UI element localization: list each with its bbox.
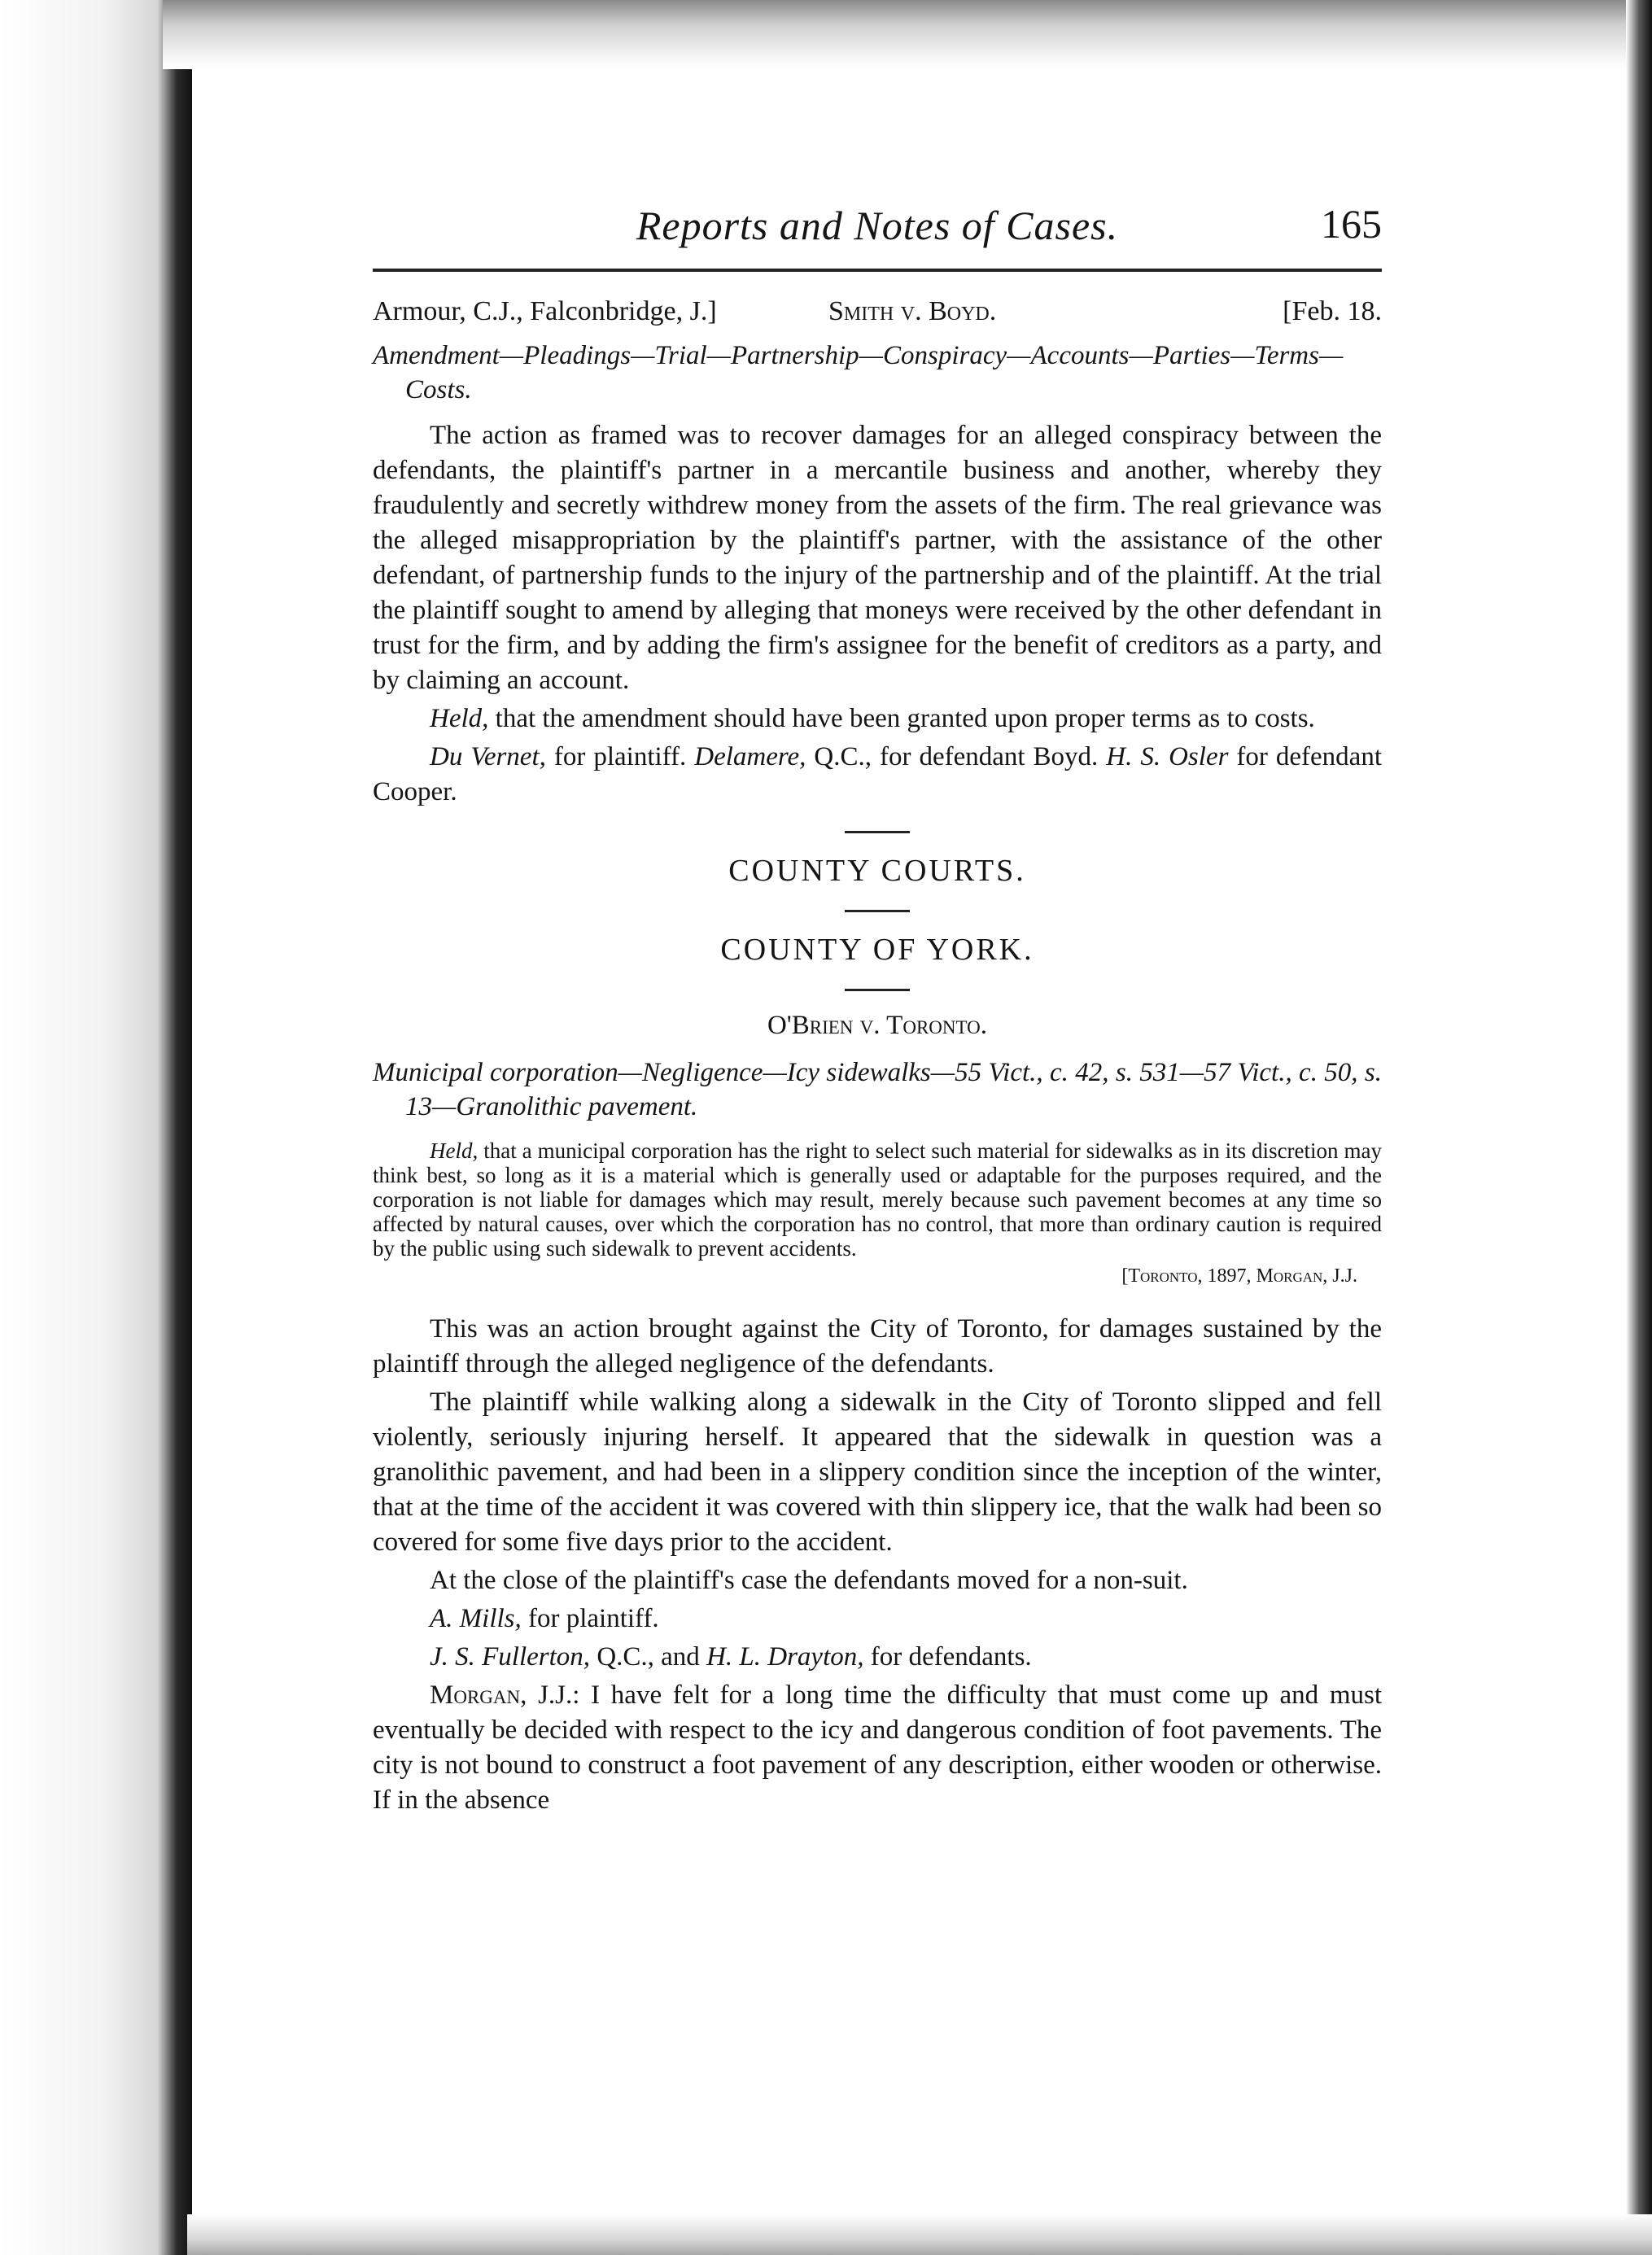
case-2-paragraph: This was an action brought against the City of Toronto, for damages sustained by the plaintiff through the alleged negligence of the defendants. xyxy=(373,1314,1382,1379)
judgment-text: : I have felt for a long time the difficulty that must come up and must eventually be decided with respect to the icy and dangerous condition of foot pavements. The city is not bound to construct a foot pavement of any description, either wooden or otherwise. If in the absence xyxy=(373,1680,1383,1815)
counsel-name: H. L. Drayton, xyxy=(706,1642,864,1672)
section-rule xyxy=(845,989,910,991)
case-2-counsel xyxy=(373,1602,1382,1637)
counsel-name: J. S. Fullerton, xyxy=(430,1642,591,1672)
county-courts-heading: COUNTY COURTS. xyxy=(728,854,1026,888)
counsel-role: for defendant Cooper. xyxy=(373,742,1382,806)
section-rule xyxy=(845,910,910,912)
case-1-headnote: Amendment—Pleadings—Trial—Partnership—Conspiracy—Accounts—Parties—Terms—Costs. xyxy=(373,341,1344,404)
section-rule xyxy=(845,831,910,833)
counsel-role: Q.C., and xyxy=(590,1642,707,1672)
header-rule xyxy=(373,269,1382,272)
case-2-counsel xyxy=(373,1640,1382,1675)
scan-top-edge xyxy=(163,0,1652,69)
counsel-name: H. S. Osler xyxy=(1106,742,1229,771)
held-label: Held, xyxy=(430,704,489,733)
case-1-date: [Feb. 18. xyxy=(1283,296,1382,326)
case-2-citation: [Toronto, 1897, Morgan, J.J. xyxy=(1121,1265,1357,1287)
running-title: Reports and Notes of Cases. xyxy=(636,203,1119,248)
case-2-paragraph: The plaintiff while walking along a sidewalk in the City of Toronto slipped and fell violently, seriously injuring herself. It appeared that the sidewalk in question was a granolithic pavement, and had been in a slippery condition since the inception of the winter, that at the time of the accident it was covered with thin slippery ice, that the walk had been so covered for some five days prior to the accident. xyxy=(373,1388,1382,1557)
county-of-york-heading: COUNTY OF YORK. xyxy=(720,933,1034,967)
scan-left-edge xyxy=(0,0,192,2255)
counsel-role: for defendants. xyxy=(863,1642,1032,1672)
case-1-paragraph: The action as framed was to recover damages for an alleged conspiracy between the defendants, the plaintiff's partner in a mercantile business and another, whereby they fraudulently and secretly withdrew money from the assets of the firm. The real grievance was the alleged misappropriation by the plaintiff's partner, with the assistance of the other defendant, of partnership funds to the injury of the partnership and of the plaintiff. At the trial the plaintiff sought to amend by alleging that moneys were received by the other defendant in trust for the firm, and by adding the firm's assignee for the benefit of creditors as a party, and by claiming an account. xyxy=(373,421,1382,695)
counsel-role: Q.C., for defendant Boyd. xyxy=(806,742,1107,771)
page-number: 165 xyxy=(1321,201,1382,247)
case-2-headnote: Municipal corporation—Negligence—Icy sidewalks—55 Vict., c. 42, s. 531—57 Vict., c. 50, s. 13—Granolithic pavement. xyxy=(373,1058,1382,1121)
scan-right-edge xyxy=(1626,0,1652,2255)
counsel-name: Delamere, xyxy=(694,742,806,771)
case-1-judges: Armour, C.J., Falconbridge, J.] xyxy=(373,296,717,326)
case-1-caption xyxy=(373,296,1382,339)
held-text: that the amendment should have been granted upon proper terms as to costs. xyxy=(488,704,1315,733)
judgment-judge: Morgan, J.J. xyxy=(430,1680,573,1710)
case-2-held xyxy=(373,1138,1382,1261)
case-1-name: Smith v. Boyd. xyxy=(828,296,997,326)
scan-bottom-edge xyxy=(187,2214,1652,2255)
held-text: that a municipal corporation has the right to select such material for sidewalks as in its discretion may think best, so long as it is a material which is generally used or adaptable for the purposes required, and the corporation is not liable for damages which may result, merely because such pavement becomes at any time so affected by natural causes, over which the corporation has no control, that more than ordinary caution is required by the public using such sidewalk to prevent accidents. xyxy=(373,1138,1382,1261)
counsel-role: for plaintiff. xyxy=(545,742,695,771)
page-content xyxy=(373,195,1382,1821)
case-1-held xyxy=(373,701,1382,736)
case-1-counsel xyxy=(373,740,1382,810)
case-2-judgment xyxy=(373,1678,1382,1818)
running-head xyxy=(373,195,1382,269)
counsel-name: A. Mills, xyxy=(430,1604,522,1633)
counsel-role: for plaintiff. xyxy=(521,1604,659,1633)
held-label: Held, xyxy=(430,1138,479,1163)
case-2-name: O'Brien v. Toronto. xyxy=(767,1011,988,1040)
case-2-paragraph: At the close of the plaintiff's case the defendants moved for a non-suit. xyxy=(430,1566,1188,1595)
counsel-name: Du Vernet, xyxy=(430,742,546,771)
